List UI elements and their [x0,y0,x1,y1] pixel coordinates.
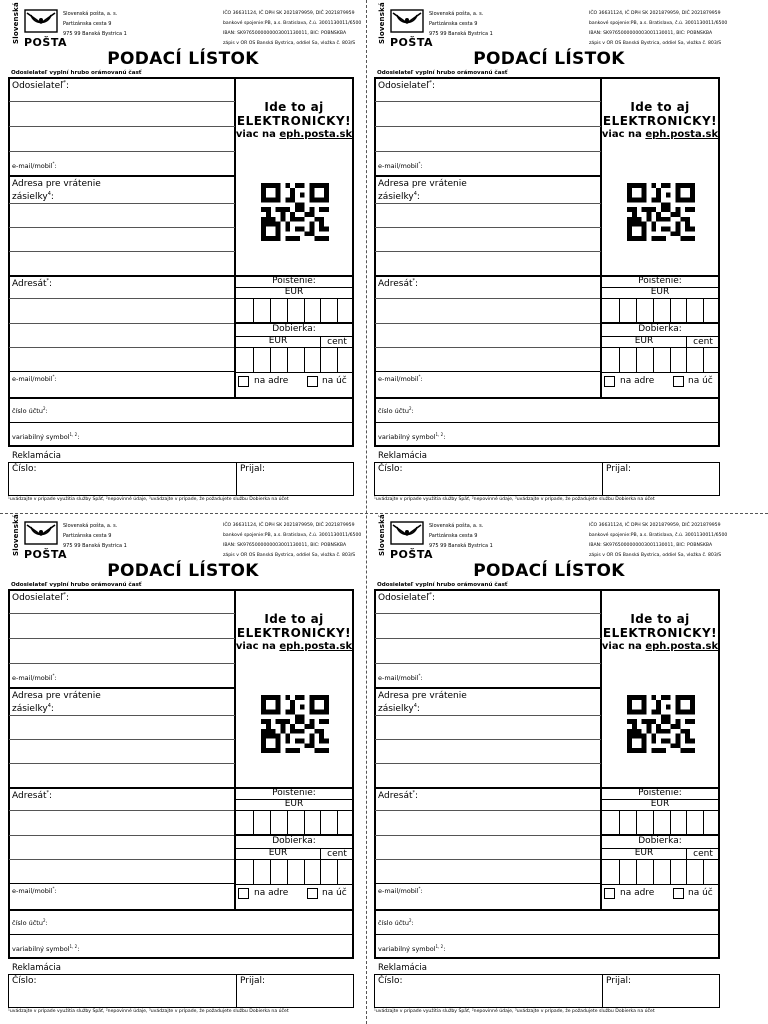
sender-line-2[interactable] [9,126,235,127]
addressee-line-2[interactable] [375,323,601,324]
form-title: PODACÍ LÍSTOK [107,49,259,69]
cod-currency: EUR [634,336,654,346]
promo-line-2: ELEKTRONICKY! [236,114,352,128]
qr-code-icon [626,695,696,753]
addressee-line-3[interactable] [9,859,235,860]
promo-line-1: Ide to aj [264,612,324,626]
posta-logo [10,514,67,561]
insurance-currency: EUR [650,799,670,809]
claim-received-label: Prijal: [240,464,266,474]
fill-instruction: Odosielateľ vyplní hrubo orámovanú časť [11,582,142,588]
promo-prefix: viac na [601,641,642,652]
return-line-3[interactable] [9,251,235,252]
posta-logo [376,2,433,49]
company-city: 975 99 Banská Bystrica 1 [429,543,493,549]
registry-info: zápis v OR OS Banská Bystrica, oddiel Sa, vložka č. 803/S [223,553,356,558]
logo-vertical-text: Slovenská [12,2,20,44]
cod-to-account-checkbox[interactable] [673,376,684,387]
addressee-label: Adresát*: [12,278,53,289]
cod-to-address-checkbox[interactable] [238,376,249,387]
variable-symbol-label: variabilný symbol$^{1, 2}$: [12,944,80,954]
promo-line-2: ELEKTRONICKY! [236,626,352,640]
cod-to-account-label: na úč [322,888,347,898]
sender-line-3[interactable] [9,151,235,152]
logo-wordmark: POŠTA [24,36,67,49]
sender-line-2[interactable] [375,638,601,639]
return-line-1[interactable] [375,203,601,204]
claim-box [8,462,354,496]
account-number-field[interactable] [9,422,353,423]
cod-cent: cent [693,337,713,347]
return-line-3[interactable] [9,763,235,764]
slip-header [366,512,732,560]
footnote: ¹uvádzajte v prípade využitia služby Späť, ²nepovinné údaje, ³uvádzajte v prípade, že požadujete službu Dobierka na účet [374,1009,655,1014]
company-city: 975 99 Banská Bystrica 1 [63,31,127,37]
claim-number-label: Číslo: [378,976,403,986]
sender-email-label: e-mail/mobil*: [378,673,423,683]
variable-symbol-label: variabilný symbol$^{1, 2}$: [378,432,446,442]
sender-email-label: e-mail/mobil*: [378,161,423,171]
company-street: Partizánska cesta 9 [429,533,478,539]
sender-label: Odosielateľ*: [12,592,70,603]
insurance-currency: EUR [284,799,304,809]
form-title: PODACÍ LÍSTOK [107,561,259,581]
legal-ids: IČO 36631124, IČ DPH SK 2021879959, DIČ 2021879959 [223,11,355,16]
slip-header [0,0,366,48]
form-title: PODACÍ LÍSTOK [473,561,625,581]
return-line-2[interactable] [375,739,601,740]
claim-title: Reklamácia [12,451,61,461]
addressee-top-line [9,787,235,789]
insurance-label: Poistenie: [272,276,316,286]
insurance-currency: EUR [650,287,670,297]
cod-currency: EUR [634,848,654,858]
registry-info: zápis v OR OS Banská Bystrica, oddiel Sa, vložka č. 803/S [589,41,722,46]
post-horn-icon [390,9,424,33]
promo-text [600,612,720,653]
sender-line-3[interactable] [9,663,235,664]
claim-title: Reklamácia [378,451,427,461]
company-name: Slovenská pošta, a. s. [429,11,484,17]
claim-number-label: Číslo: [378,464,403,474]
addressee-label: Adresát*: [12,790,53,801]
return-address-label: Adresa pre vrátenie zásielky$^4$: [12,691,101,714]
logo-vertical-text: Slovenská [12,514,20,556]
cod-label: Dobierka: [272,324,316,334]
promo-text [600,100,720,141]
addressee-line-4[interactable] [375,371,601,372]
addressee-line-3[interactable] [375,347,601,348]
posta-logo [376,514,433,561]
registry-info: zápis v OR OS Banská Bystrica, oddiel Sa, vložka č. 803/S [223,41,356,46]
sender-line-1[interactable] [375,613,601,614]
sender-line-1[interactable] [9,101,235,102]
addressee-label: Adresát*: [378,790,419,801]
addressee-line-3[interactable] [9,347,235,348]
cod-to-account-checkbox[interactable] [673,888,684,899]
company-street: Partizánska cesta 9 [429,21,478,27]
cod-cent: cent [327,337,347,347]
claim-received-label: Prijal: [606,976,632,986]
addressee-top-line [375,275,601,277]
cod-cent: cent [327,849,347,859]
sender-email-line[interactable] [375,687,601,689]
cod-to-account-label: na úč [688,376,713,386]
promo-link[interactable]: eph.posta.sk [279,129,353,140]
promo-text [234,100,354,141]
cod-to-address-label: na adre [620,888,655,898]
footnote: ¹uvádzajte v prípade využitia služby Späť, ²nepovinné údaje, ³uvádzajte v prípade, že požadujete službu Dobierka na účet [8,1009,289,1014]
addressee-line-1[interactable] [375,298,601,299]
return-address-label: Adresa pre vrátenie zásielky$^4$: [378,691,467,714]
cod-amount-field[interactable] [236,859,352,884]
sender-email-line[interactable] [375,175,601,177]
addressee-line-2[interactable] [9,835,235,836]
claim-received-label: Prijal: [240,976,266,986]
sender-email-label: e-mail/mobil*: [12,161,57,171]
sender-email-label: e-mail/mobil*: [12,673,57,683]
posta-logo [10,2,67,49]
post-horn-icon [24,9,58,33]
sender-line-2[interactable] [375,126,601,127]
promo-prefix: viac na [235,641,276,652]
company-address [429,521,493,551]
return-line-1[interactable] [9,203,235,204]
cod-to-address-checkbox[interactable] [604,888,615,899]
claim-box [374,462,720,496]
return-line-2[interactable] [9,227,235,228]
cod-to-address-label: na adre [254,376,289,386]
insurance-label: Poistenie: [272,788,316,798]
promo-line-1: Ide to aj [630,612,690,626]
company-name: Slovenská pošta, a. s. [63,523,118,529]
bank-info: bankové spojenie:PB, a.s. Bratislava, č.ú. 3001130011/6500 [589,533,728,538]
claim-box [374,974,720,1008]
bank-info: bankové spojenie:PB, a.s. Bratislava, č.ú. 3001130011/6500 [223,21,362,26]
insurance-currency: EUR [284,287,304,297]
cod-to-account-checkbox[interactable] [307,376,318,387]
sender-label: Odosielateľ*: [378,592,436,603]
slip-header [0,512,366,560]
company-address [63,521,127,551]
company-address [63,9,127,39]
variable-symbol-label: variabilný symbol$^{1, 2}$: [12,432,80,442]
return-line-1[interactable] [9,715,235,716]
cod-amount-field[interactable] [602,859,718,884]
post-horn-icon [24,521,58,545]
iban-info: IBAN: SK9765000000003001130011, BIC: POBNSKBA [223,543,347,548]
addressee-line-4[interactable] [9,883,235,884]
cod-label: Dobierka: [272,836,316,846]
company-legal [589,521,727,561]
company-name: Slovenská pošta, a. s. [429,523,484,529]
logo-wordmark: POŠTA [24,548,67,561]
promo-line-2: ELEKTRONICKY! [602,114,718,128]
slip-top-left [0,0,366,512]
insurance-label: Poistenie: [638,276,682,286]
return-address-label: Adresa pre vrátenie zásielky$^4$: [378,179,467,202]
legal-ids: IČO 36631124, IČ DPH SK 2021879959, DIČ 2021879959 [589,11,721,16]
claim-box [8,974,354,1008]
company-legal [589,9,727,49]
iban-info: IBAN: SK9765000000003001130011, BIC: POBNSKBA [589,31,713,36]
cod-label: Dobierka: [638,836,682,846]
form-title: PODACÍ LÍSTOK [473,49,625,69]
slip-bottom-left [0,512,366,1024]
cod-cent: cent [693,849,713,859]
promo-link[interactable]: eph.posta.sk [645,129,719,140]
cod-to-account-checkbox[interactable] [307,888,318,899]
addressee-top-line [9,275,235,277]
sender-line-3[interactable] [375,663,601,664]
iban-info: IBAN: SK9765000000003001130011, BIC: POBNSKBA [589,543,713,548]
sender-line-3[interactable] [375,151,601,152]
addressee-line-4[interactable] [9,371,235,372]
return-line-1[interactable] [375,715,601,716]
legal-ids: IČO 36631124, IČ DPH SK 2021879959, DIČ 2021879959 [223,523,355,528]
account-number-label: číslo účtu$^2$: [12,918,48,928]
qr-code-icon [260,183,330,241]
addressee-top-line [375,787,601,789]
insurance-amount-field[interactable] [236,810,352,834]
cod-to-address-label: na adre [620,376,655,386]
insurance-label: Poistenie: [638,788,682,798]
sender-label: Odosielateľ*: [12,80,70,91]
return-address-label: Adresa pre vrátenie zásielky$^4$: [12,179,101,202]
addressee-email-label: e-mail/mobil*: [378,374,423,384]
bank-info: bankové spojenie:PB, a.s. Bratislava, č.ú. 3001130011/6500 [223,533,362,538]
bank-info: bankové spojenie:PB, a.s. Bratislava, č.ú. 3001130011/6500 [589,21,728,26]
account-number-field[interactable] [375,934,719,935]
addressee-email-label: e-mail/mobil*: [378,886,423,896]
addressee-line-1[interactable] [9,810,235,811]
logo-wordmark: POŠTA [390,548,433,561]
fill-instruction: Odosielateľ vyplní hrubo orámovanú časť [377,582,508,588]
sender-email-line[interactable] [9,175,235,177]
addressee-line-1[interactable] [375,810,601,811]
sender-line-1[interactable] [9,613,235,614]
cod-to-address-checkbox[interactable] [238,888,249,899]
addressee-line-3[interactable] [375,859,601,860]
account-number-label: číslo účtu$^2$: [12,406,48,416]
sender-line-1[interactable] [375,101,601,102]
return-line-2[interactable] [375,227,601,228]
cod-currency: EUR [268,848,288,858]
account-number-label: číslo účtu$^2$: [378,918,414,928]
addressee-line-4[interactable] [375,883,601,884]
cod-to-address-checkbox[interactable] [604,376,615,387]
cod-to-address-label: na adre [254,888,289,898]
cod-amount-field[interactable] [602,347,718,372]
account-number-field[interactable] [9,934,353,935]
cod-currency: EUR [268,336,288,346]
fill-instruction: Odosielateľ vyplní hrubo orámovanú časť [377,70,508,76]
promo-link[interactable]: eph.posta.sk [279,641,353,652]
addressee-line-2[interactable] [375,835,601,836]
company-address [429,9,493,39]
cod-to-account-label: na úč [322,376,347,386]
insurance-amount-field[interactable] [236,298,352,322]
fill-instruction: Odosielateľ vyplní hrubo orámovanú časť [11,70,142,76]
variable-symbol-label: variabilný symbol$^{1, 2}$: [378,944,446,954]
account-number-label: číslo účtu$^2$: [378,406,414,416]
addressee-email-label: e-mail/mobil*: [12,374,57,384]
promo-line-2: ELEKTRONICKY! [602,626,718,640]
addressee-label: Adresát*: [378,278,419,289]
claim-title: Reklamácia [378,963,427,973]
promo-prefix: viac na [601,129,642,140]
logo-vertical-text: Slovenská [378,514,386,556]
claim-number-label: Číslo: [12,464,37,474]
company-legal [223,521,361,561]
promo-prefix: viac na [235,129,276,140]
slip-top-right [366,0,732,512]
logo-wordmark: POŠTA [390,36,433,49]
company-street: Partizánska cesta 9 [63,533,112,539]
qr-code-icon [626,183,696,241]
addressee-email-label: e-mail/mobil*: [12,886,57,896]
promo-line-1: Ide to aj [264,100,324,114]
cod-amount-field[interactable] [236,347,352,372]
return-line-3[interactable] [375,251,601,252]
promo-text [234,612,354,653]
qr-code-icon [260,695,330,753]
sender-email-line[interactable] [9,687,235,689]
company-name: Slovenská pošta, a. s. [63,11,118,17]
promo-link[interactable]: eph.posta.sk [645,641,719,652]
slip-header [366,0,732,48]
return-line-2[interactable] [9,739,235,740]
legal-ids: IČO 36631124, IČ DPH SK 2021879959, DIČ 2021879959 [589,523,721,528]
slip-bottom-right [366,512,732,1024]
addressee-line-1[interactable] [9,298,235,299]
claim-title: Reklamácia [12,963,61,973]
footnote: ¹uvádzajte v prípade využitia služby Späť, ²nepovinné údaje, ³uvádzajte v prípade, že požadujete službu Dobierka na účet [374,497,655,502]
sender-line-2[interactable] [9,638,235,639]
registry-info: zápis v OR OS Banská Bystrica, oddiel Sa, vložka č. 803/S [589,553,722,558]
company-legal [223,9,361,49]
logo-vertical-text: Slovenská [378,2,386,44]
insurance-amount-field[interactable] [602,810,718,834]
insurance-amount-field[interactable] [602,298,718,322]
iban-info: IBAN: SK9765000000003001130011, BIC: POBNSKBA [223,31,347,36]
addressee-line-2[interactable] [9,323,235,324]
cod-to-account-label: na úč [688,888,713,898]
return-line-3[interactable] [375,763,601,764]
claim-received-label: Prijal: [606,464,632,474]
cod-label: Dobierka: [638,324,682,334]
company-street: Partizánska cesta 9 [63,21,112,27]
account-number-field[interactable] [375,422,719,423]
company-city: 975 99 Banská Bystrica 1 [429,31,493,37]
promo-line-1: Ide to aj [630,100,690,114]
post-horn-icon [390,521,424,545]
footnote: ¹uvádzajte v prípade využitia služby Späť, ²nepovinné údaje, ³uvádzajte v prípade, že požadujete službu Dobierka na účet [8,497,289,502]
sender-label: Odosielateľ*: [378,80,436,91]
company-city: 975 99 Banská Bystrica 1 [63,543,127,549]
claim-number-label: Číslo: [12,976,37,986]
